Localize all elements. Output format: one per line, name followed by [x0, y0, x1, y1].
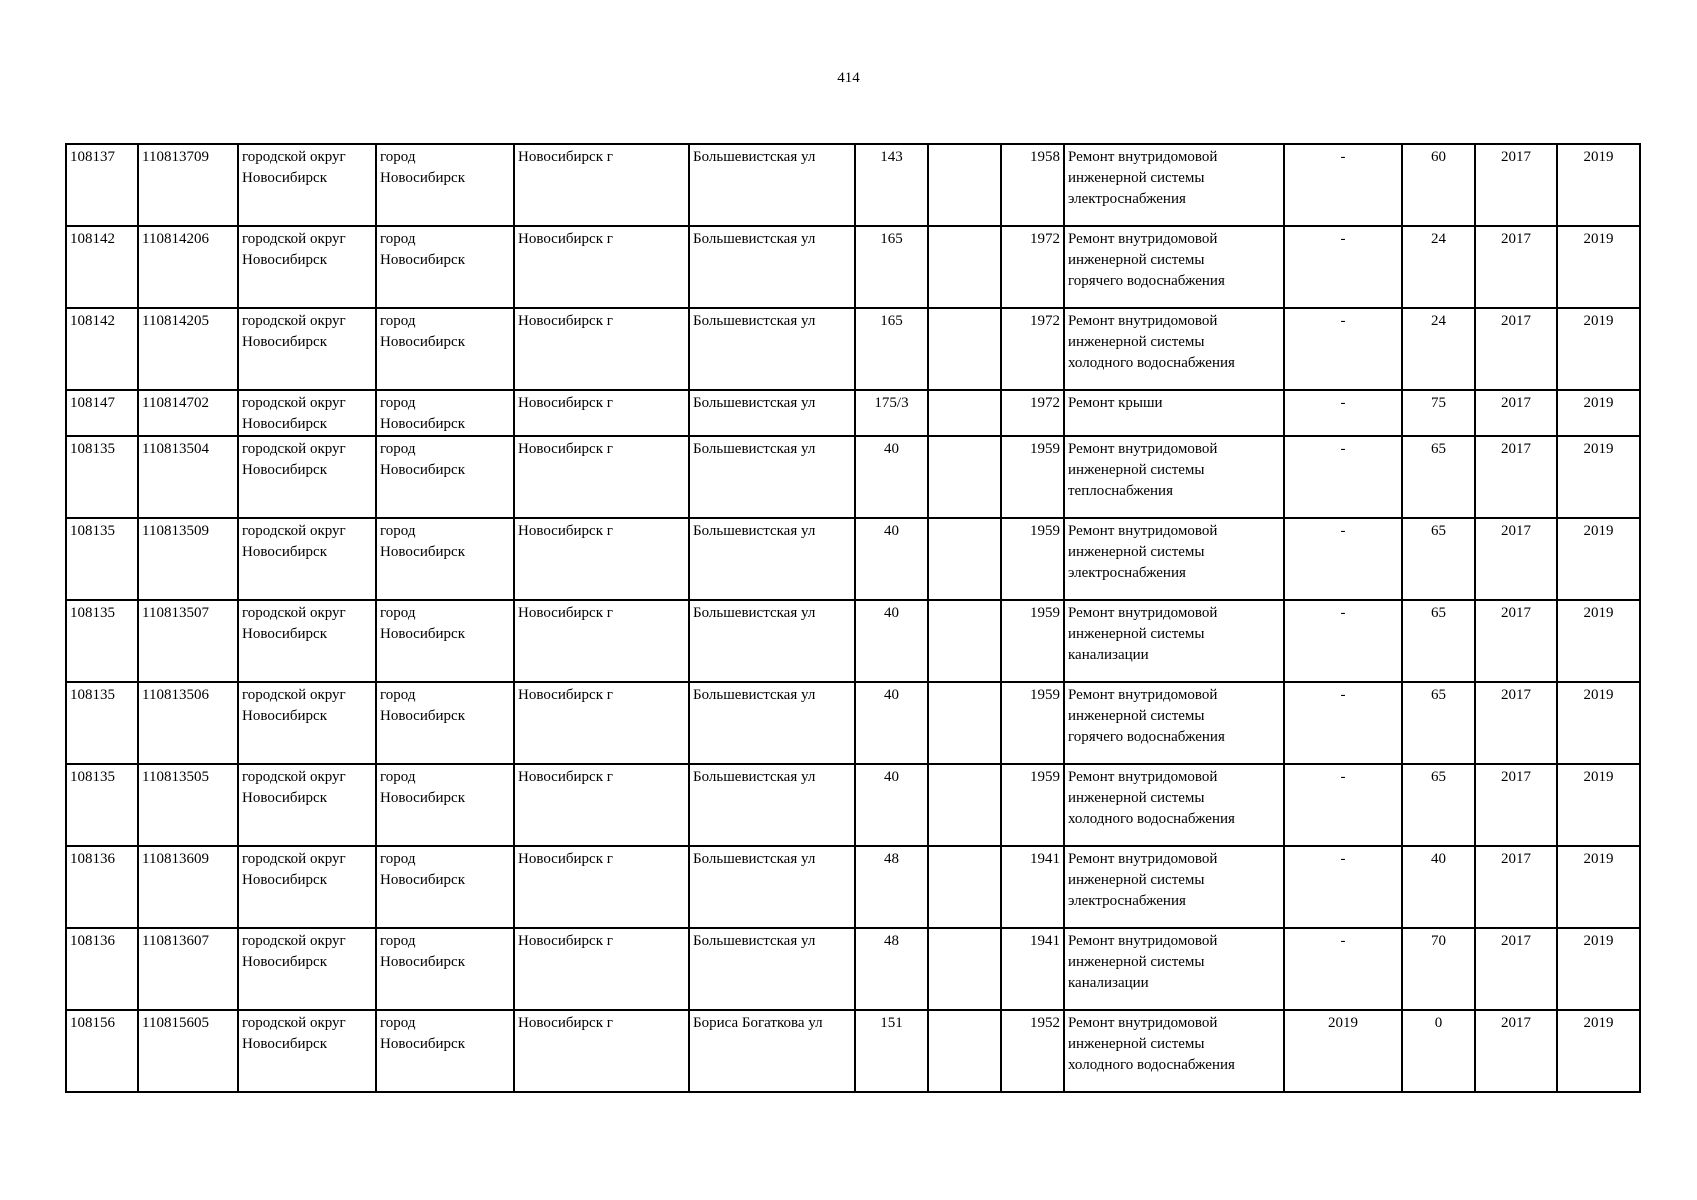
start-year-cell: 2017 — [1475, 764, 1557, 846]
start-year-cell: 2017 — [1475, 390, 1557, 436]
work-type-cell: Ремонт внутридомовой инженерной системы канализации — [1064, 928, 1284, 1010]
building-cell — [928, 764, 1001, 846]
house-number-cell: 175/3 — [855, 390, 928, 436]
locality-cell: Новосибирск г — [514, 308, 689, 390]
record-id-cell: 108136 — [66, 846, 138, 928]
street-cell: Бориса Богаткова ул — [689, 1010, 855, 1092]
house-number-cell: 40 — [855, 764, 928, 846]
house-number-cell: 143 — [855, 144, 928, 226]
municipal-district-cell: городской округ Новосибирск — [238, 226, 376, 308]
table-row — [66, 226, 1640, 308]
municipal-district-cell: городской округ Новосибирск — [238, 682, 376, 764]
end-year-cell: 2019 — [1557, 390, 1640, 436]
start-year-cell: 2017 — [1475, 308, 1557, 390]
record-id-cell: 108156 — [66, 1010, 138, 1092]
work-type-cell: Ремонт крыши — [1064, 390, 1284, 436]
year-built-cell: 1959 — [1001, 682, 1064, 764]
object-code-cell: 110813505 — [138, 764, 238, 846]
record-id-cell: 108142 — [66, 226, 138, 308]
work-type-cell: Ремонт внутридомовой инженерной системы горячего водоснабжения — [1064, 226, 1284, 308]
locality-cell: Новосибирск г — [514, 764, 689, 846]
wear-percent-cell: 24 — [1402, 226, 1475, 308]
year-built-cell: 1959 — [1001, 436, 1064, 518]
start-year-cell: 2017 — [1475, 436, 1557, 518]
wear-percent-cell: 0 — [1402, 1010, 1475, 1092]
record-id-cell: 108142 — [66, 308, 138, 390]
completion-year-cell: - — [1284, 764, 1402, 846]
house-number-cell: 165 — [855, 226, 928, 308]
object-code-cell: 110815605 — [138, 1010, 238, 1092]
year-built-cell: 1952 — [1001, 1010, 1064, 1092]
street-cell: Большевистская ул — [689, 226, 855, 308]
wear-percent-cell: 60 — [1402, 144, 1475, 226]
municipal-district-cell: городской округ Новосибирск — [238, 436, 376, 518]
end-year-cell: 2019 — [1557, 764, 1640, 846]
end-year-cell: 2019 — [1557, 308, 1640, 390]
object-code-cell: 110813507 — [138, 600, 238, 682]
table-row — [66, 928, 1640, 1010]
street-cell: Большевистская ул — [689, 928, 855, 1010]
work-type-cell: Ремонт внутридомовой инженерной системы электроснабжения — [1064, 144, 1284, 226]
year-built-cell: 1941 — [1001, 928, 1064, 1010]
end-year-cell: 2019 — [1557, 928, 1640, 1010]
page-number: 414 — [837, 70, 860, 86]
street-cell: Большевистская ул — [689, 144, 855, 226]
wear-percent-cell: 65 — [1402, 600, 1475, 682]
municipal-district-cell: городской округ Новосибирск — [238, 390, 376, 436]
wear-percent-cell: 65 — [1402, 436, 1475, 518]
locality-cell: Новосибирск г — [514, 226, 689, 308]
house-number-cell: 40 — [855, 518, 928, 600]
municipal-district-cell: городской округ Новосибирск — [238, 764, 376, 846]
wear-percent-cell: 65 — [1402, 682, 1475, 764]
end-year-cell: 2019 — [1557, 600, 1640, 682]
year-built-cell: 1972 — [1001, 390, 1064, 436]
table-body — [66, 144, 1640, 1092]
table-row — [66, 518, 1640, 600]
object-code-cell: 110814206 — [138, 226, 238, 308]
wear-percent-cell: 40 — [1402, 846, 1475, 928]
work-type-cell: Ремонт внутридомовой инженерной системы электроснабжения — [1064, 518, 1284, 600]
settlement-cell: город Новосибирск — [376, 846, 514, 928]
locality-cell: Новосибирск г — [514, 1010, 689, 1092]
record-id-cell: 108135 — [66, 682, 138, 764]
end-year-cell: 2019 — [1557, 682, 1640, 764]
wear-percent-cell: 24 — [1402, 308, 1475, 390]
locality-cell: Новосибирск г — [514, 436, 689, 518]
record-id-cell: 108135 — [66, 764, 138, 846]
completion-year-cell: 2019 — [1284, 1010, 1402, 1092]
work-type-cell: Ремонт внутридомовой инженерной системы канализации — [1064, 600, 1284, 682]
building-cell — [928, 308, 1001, 390]
start-year-cell: 2017 — [1475, 846, 1557, 928]
building-cell — [928, 518, 1001, 600]
completion-year-cell: - — [1284, 390, 1402, 436]
capital-repair-table — [65, 143, 1641, 1093]
year-built-cell: 1941 — [1001, 846, 1064, 928]
table-row — [66, 764, 1640, 846]
record-id-cell: 108137 — [66, 144, 138, 226]
settlement-cell: город Новосибирск — [376, 518, 514, 600]
table-row — [66, 144, 1640, 226]
work-type-cell: Ремонт внутридомовой инженерной системы электроснабжения — [1064, 846, 1284, 928]
settlement-cell: город Новосибирск — [376, 600, 514, 682]
year-built-cell: 1959 — [1001, 600, 1064, 682]
municipal-district-cell: городской округ Новосибирск — [238, 600, 376, 682]
street-cell: Большевистская ул — [689, 308, 855, 390]
end-year-cell: 2019 — [1557, 436, 1640, 518]
building-cell — [928, 226, 1001, 308]
house-number-cell: 48 — [855, 928, 928, 1010]
record-id-cell: 108147 — [66, 390, 138, 436]
wear-percent-cell: 75 — [1402, 390, 1475, 436]
street-cell: Большевистская ул — [689, 600, 855, 682]
end-year-cell: 2019 — [1557, 144, 1640, 226]
municipal-district-cell: городской округ Новосибирск — [238, 518, 376, 600]
locality-cell: Новосибирск г — [514, 390, 689, 436]
record-id-cell: 108135 — [66, 436, 138, 518]
settlement-cell: город Новосибирск — [376, 144, 514, 226]
wear-percent-cell: 70 — [1402, 928, 1475, 1010]
locality-cell: Новосибирск г — [514, 518, 689, 600]
house-number-cell: 48 — [855, 846, 928, 928]
table-row — [66, 308, 1640, 390]
building-cell — [928, 144, 1001, 226]
wear-percent-cell: 65 — [1402, 518, 1475, 600]
year-built-cell: 1972 — [1001, 226, 1064, 308]
start-year-cell: 2017 — [1475, 928, 1557, 1010]
settlement-cell: город Новосибирск — [376, 764, 514, 846]
house-number-cell: 40 — [855, 682, 928, 764]
object-code-cell: 110813709 — [138, 144, 238, 226]
building-cell — [928, 436, 1001, 518]
completion-year-cell: - — [1284, 436, 1402, 518]
record-id-cell: 108136 — [66, 928, 138, 1010]
work-type-cell: Ремонт внутридомовой инженерной системы холодного водоснабжения — [1064, 308, 1284, 390]
settlement-cell: город Новосибирск — [376, 226, 514, 308]
table-row — [66, 600, 1640, 682]
wear-percent-cell: 65 — [1402, 764, 1475, 846]
record-id-cell: 108135 — [66, 518, 138, 600]
street-cell: Большевистская ул — [689, 846, 855, 928]
settlement-cell: город Новосибирск — [376, 682, 514, 764]
municipal-district-cell: городской округ Новосибирск — [238, 308, 376, 390]
object-code-cell: 110814205 — [138, 308, 238, 390]
street-cell: Большевистская ул — [689, 436, 855, 518]
building-cell — [928, 682, 1001, 764]
municipal-district-cell: городской округ Новосибирск — [238, 1010, 376, 1092]
building-cell — [928, 1010, 1001, 1092]
start-year-cell: 2017 — [1475, 1010, 1557, 1092]
object-code-cell: 110813609 — [138, 846, 238, 928]
house-number-cell: 40 — [855, 436, 928, 518]
table-row — [66, 1010, 1640, 1092]
completion-year-cell: - — [1284, 928, 1402, 1010]
object-code-cell: 110813506 — [138, 682, 238, 764]
locality-cell: Новосибирск г — [514, 600, 689, 682]
settlement-cell: город Новосибирск — [376, 308, 514, 390]
start-year-cell: 2017 — [1475, 144, 1557, 226]
object-code-cell: 110813607 — [138, 928, 238, 1010]
year-built-cell: 1959 — [1001, 518, 1064, 600]
completion-year-cell: - — [1284, 682, 1402, 764]
work-type-cell: Ремонт внутридомовой инженерной системы холодного водоснабжения — [1064, 764, 1284, 846]
start-year-cell: 2017 — [1475, 600, 1557, 682]
start-year-cell: 2017 — [1475, 226, 1557, 308]
start-year-cell: 2017 — [1475, 518, 1557, 600]
end-year-cell: 2019 — [1557, 226, 1640, 308]
house-number-cell: 165 — [855, 308, 928, 390]
municipal-district-cell: городской округ Новосибирск — [238, 928, 376, 1010]
end-year-cell: 2019 — [1557, 846, 1640, 928]
completion-year-cell: - — [1284, 144, 1402, 226]
settlement-cell: город Новосибирск — [376, 1010, 514, 1092]
locality-cell: Новосибирск г — [514, 846, 689, 928]
municipal-district-cell: городской округ Новосибирск — [238, 144, 376, 226]
locality-cell: Новосибирск г — [514, 928, 689, 1010]
object-code-cell: 110814702 — [138, 390, 238, 436]
house-number-cell: 151 — [855, 1010, 928, 1092]
building-cell — [928, 928, 1001, 1010]
start-year-cell: 2017 — [1475, 682, 1557, 764]
completion-year-cell: - — [1284, 846, 1402, 928]
work-type-cell: Ремонт внутридомовой инженерной системы холодного водоснабжения — [1064, 1010, 1284, 1092]
completion-year-cell: - — [1284, 600, 1402, 682]
end-year-cell: 2019 — [1557, 518, 1640, 600]
building-cell — [928, 390, 1001, 436]
street-cell: Большевистская ул — [689, 518, 855, 600]
settlement-cell: город Новосибирск — [376, 928, 514, 1010]
house-number-cell: 40 — [855, 600, 928, 682]
table-row — [66, 390, 1640, 436]
locality-cell: Новосибирск г — [514, 144, 689, 226]
table-row — [66, 682, 1640, 764]
year-built-cell: 1959 — [1001, 764, 1064, 846]
work-type-cell: Ремонт внутридомовой инженерной системы теплоснабжения — [1064, 436, 1284, 518]
completion-year-cell: - — [1284, 226, 1402, 308]
year-built-cell: 1972 — [1001, 308, 1064, 390]
record-id-cell: 108135 — [66, 600, 138, 682]
work-type-cell: Ремонт внутридомовой инженерной системы горячего водоснабжения — [1064, 682, 1284, 764]
street-cell: Большевистская ул — [689, 390, 855, 436]
table-row — [66, 846, 1640, 928]
completion-year-cell: - — [1284, 518, 1402, 600]
table-row — [66, 436, 1640, 518]
year-built-cell: 1958 — [1001, 144, 1064, 226]
settlement-cell: город Новосибирск — [376, 436, 514, 518]
building-cell — [928, 846, 1001, 928]
street-cell: Большевистская ул — [689, 764, 855, 846]
building-cell — [928, 600, 1001, 682]
object-code-cell: 110813509 — [138, 518, 238, 600]
settlement-cell: город Новосибирск — [376, 390, 514, 436]
object-code-cell: 110813504 — [138, 436, 238, 518]
street-cell: Большевистская ул — [689, 682, 855, 764]
municipal-district-cell: городской округ Новосибирск — [238, 846, 376, 928]
end-year-cell: 2019 — [1557, 1010, 1640, 1092]
completion-year-cell: - — [1284, 308, 1402, 390]
locality-cell: Новосибирск г — [514, 682, 689, 764]
